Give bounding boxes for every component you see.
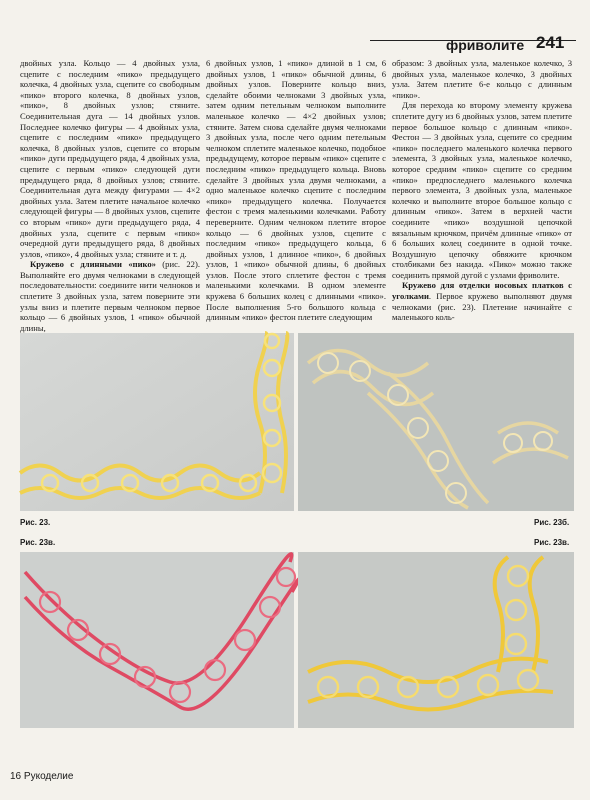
photo-fig-23v-yellow	[298, 552, 574, 728]
photo-fig-23v-red	[20, 552, 294, 728]
section-title: фриволите	[446, 37, 525, 53]
paragraph	[20, 259, 200, 333]
paragraph: двойных узла. Кольцо — 4 двойных узла, сцепите с последним «пико» предыдущего колечка, 4 двойных узла, сцепите со свободным «пико» второго колечка, 8 двойных узлов, «пико», 8 двойных узлов; стяните. Соединительная дуга — 14 двойных узлов. Последнее колечко фигуры — 4 двойных узла, сцепите с последним «пико» предыдущего колечка, 8 двойных узлов, сцепите со вторым «пико» дуги предыдущего ряда, 4 двойных узла, сцепите с первым «пико» следующей дуги предыдущего ряда, 8 двойных узлов; стяните. Соединительная дуга между фигурами — 4×2 двойных узла. Затем плетите начальное колечко следующей фигуры — 8 двойных узлов, сцепите со вторым «пико» дуги предыдущего ряда, 4 двойных узла, сцепите с первым «пико» очередной дуги предыдущего ряда, 8 двойных узлов, «пико», 4 двойных узла; стяните и т. д.	[20, 58, 200, 259]
caption-fig-23v-left: Рис. 23в.	[20, 538, 56, 547]
text-column-2	[206, 58, 386, 323]
paragraph: образом: 3 двойных узла, маленькое колечко, 3 двойных узла, маленькое колечко, 3 двойных узла. Затем плетите 6-е кольцо с длинным «пико».	[392, 58, 572, 100]
page-number: 241	[536, 33, 565, 52]
photo-fig-23	[20, 333, 294, 511]
paragraph: Для перехода ко второму элементу кружева сплетите дугу из 6 двойных узлов, затем плетите первое большое кольцо с длинным «пико». Фестон — 3 двойных узла, сцепите со средним «пико» последнего маленького колечка первого элемента, 3 двойных узла, маленькое колечко, которое средним «пико» сцепите со средним «пико» предпоследнего маленького колечка первого элемента, 3 двойных узла, маленькое колечко и выполните второе большое кольцо с длинным «пико». Затем в верхней части соедините «пико» воздушной цепочкой вязальным крючком, причём длинные «пико» от 6 больших колец соедините в одной точке. Воздушную цепочку обвяжите крючком столбиками без накида. «Пико» можно также соединить прямой дугой с узлами фриволите.	[392, 100, 572, 280]
lace-heading-handkerchief: Кружево для отделки носовых платков с уголками	[392, 280, 572, 302]
caption-fig-23: Рис. 23.	[20, 518, 51, 527]
footer-magazine-title: Рукоделие	[23, 771, 74, 782]
text-column-3	[392, 58, 572, 323]
paragraph	[392, 280, 572, 322]
footer-page-number: 16	[10, 771, 22, 782]
footer	[10, 771, 73, 782]
lace-heading-long-picot: Кружево с длинными «пико»	[30, 259, 156, 270]
caption-fig-23b: Рис. 23б.	[534, 518, 570, 527]
text-column-1	[20, 58, 200, 333]
paragraph-body: (рис. 22). Выполняйте его двумя челноками в следующей последовательности: соедините нити челноков и сплетите 3 двойных узла, затем поверните эти узлы вниз и плетите первым челноком первое кольцо — 6 двойных узлов, 1 «пико» обычной длины,	[20, 259, 200, 333]
paragraph-body: . Первое кружево выполняют двумя челноками (рис. 23). Плетение начинайте с маленького коль-	[392, 291, 572, 323]
paragraph: 6 двойных узлов, 1 «пико» длиной в 1 см, 6 двойных узлов, 1 «пико» обычной длины, 6 двойных узлов. Поверните кольцо вниз, сделайте обоими челноками 3 двойных узла, затем одним петельным челноком выполните маленькое колечко — 4×2 двойных узлов; стяните. Затем снова сделайте двумя челноками 3 двойных узла, после чего одним петельным челноком сплетите маленькое колечко, подобное предыдущему, которое первым «пико» сцепите с последним «пико» предыдущего кольца. Вновь сделайте 3 двойных узла двумя челноками, а одно маленькое колечко сцепите с последним «пико» предыдущего колечка. Получается фестон с тремя маленькими колечками. Работу переверните. Одним челноком плетите второе кольцо — 6 двойных узлов, сцепите с последним «пико» предыдущего кольца, 6 двойных узлов, 1 длинное «пико», 6 двойных узлов, 1 «пико» обычной длины, 6 двойных узлов. После этого сплетите фестон с тремя маленькими колечками. В одном элементе кружева 6 больших колец с длинными «пико». После выполнения 5-го большого кольца с длинным «пико» фестон плетите следующим	[206, 58, 386, 323]
caption-fig-23v-right: Рис. 23в.	[534, 538, 570, 547]
photo-fig-23b	[298, 333, 574, 511]
